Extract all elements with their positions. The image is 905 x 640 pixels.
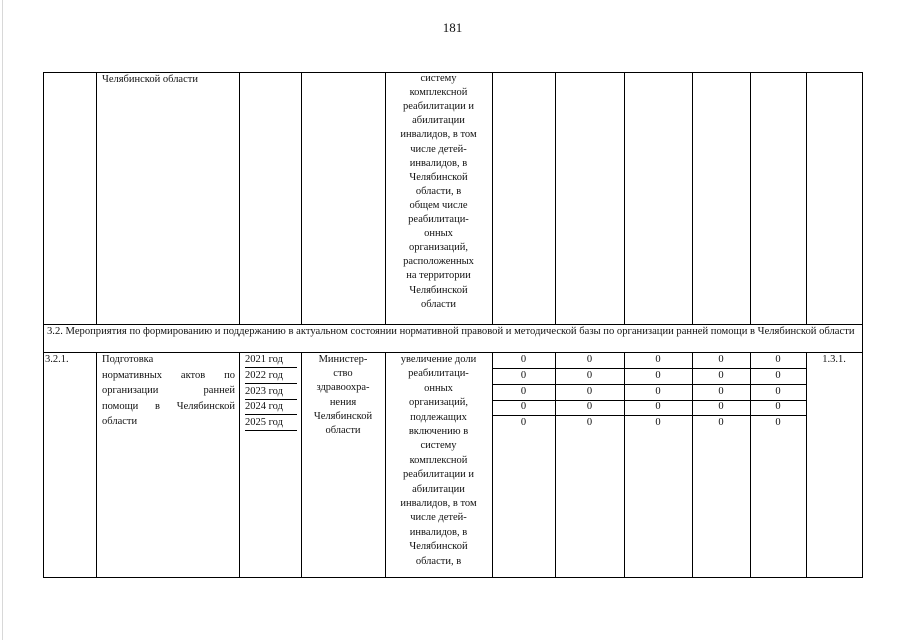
table-right-border: [862, 72, 863, 578]
column-divider: [555, 352, 556, 577]
value-cell: 0: [586, 401, 593, 413]
year-label: 2025 год: [245, 417, 283, 429]
value-cell: 0: [718, 354, 724, 365]
year-label: 2024 год: [245, 401, 283, 413]
result-line: инвалидов, в: [409, 526, 468, 538]
value-cell: 0: [520, 417, 527, 429]
scan-edge: [2, 0, 3, 640]
result-line: области, в: [415, 555, 462, 567]
column-divider: [239, 72, 240, 324]
result-line: реабилитации и: [403, 469, 474, 481]
year-underline: [245, 430, 297, 431]
result-line: комплексной: [409, 454, 468, 466]
column-divider: [555, 72, 556, 324]
year-label: 2022 год: [245, 369, 283, 381]
value-cell: 0: [655, 417, 661, 429]
value-cell: 0: [586, 354, 593, 365]
column-divider: [624, 72, 625, 324]
year-underline: [245, 383, 297, 384]
continued-result-line: общем числе: [409, 199, 468, 211]
row-name-line: организации ранней: [102, 385, 235, 396]
value-cell: 0: [520, 401, 527, 413]
value-cell: 0: [655, 401, 661, 413]
value-cell: 0: [775, 369, 781, 381]
row-name-line: Подготовка: [102, 354, 154, 365]
result-line: абилитации: [412, 483, 465, 495]
column-divider: [692, 352, 693, 577]
value-cell: 0: [586, 385, 593, 397]
continued-result-line: числе детей-: [410, 143, 467, 155]
value-cell: 0: [655, 354, 661, 365]
continued-result-line: Челябинской: [409, 171, 468, 183]
value-cell: 0: [718, 417, 724, 429]
year-underline: [245, 367, 297, 368]
column-divider: [492, 352, 493, 577]
value-cell: 0: [718, 401, 724, 413]
column-divider: [301, 72, 302, 324]
continued-result-line: реабилитации и: [403, 101, 474, 113]
result-line: систему: [420, 440, 457, 452]
column-divider: [301, 352, 302, 577]
row-name-line: области: [102, 416, 138, 427]
row-name-line: помощи в Челябинской: [102, 400, 235, 412]
column-divider: [385, 72, 386, 324]
year-label: 2023 год: [245, 385, 283, 397]
column-divider: [492, 72, 493, 324]
value-cell: 0: [520, 354, 527, 365]
year-label: 2021 год: [245, 354, 283, 365]
result-line: увеличение доли: [400, 354, 477, 365]
continued-name-cell: Челябинской области: [102, 74, 198, 85]
column-divider: [750, 72, 751, 324]
executor-line: ство: [333, 368, 353, 380]
continued-result-line: абилитации: [412, 115, 465, 127]
executor-line: здравоохра-: [316, 382, 370, 394]
result-line: Челябинской: [409, 541, 468, 553]
result-line: организаций,: [409, 397, 468, 409]
executor-line: Министер-: [318, 354, 368, 365]
value-cell: 0: [775, 417, 781, 429]
value-cell: 0: [520, 385, 527, 397]
result-line: подлежащих: [410, 411, 467, 423]
continued-result-line: комплексной: [409, 87, 468, 99]
continued-result-line: области, в: [415, 185, 462, 197]
result-line: реабилитаци-: [408, 368, 469, 380]
continued-result-line: на территории: [406, 270, 471, 282]
row-number: 3.2.1.: [45, 354, 69, 365]
section-bottom-border: [43, 352, 863, 353]
continued-result-line: инвалидов, в: [409, 157, 468, 169]
column-divider: [96, 352, 97, 577]
page-number: 181: [442, 20, 463, 35]
column-divider: [96, 72, 97, 324]
column-divider: [806, 72, 807, 324]
column-divider: [806, 352, 807, 577]
column-divider: [692, 72, 693, 324]
continued-result-line: реабилитаци-: [408, 214, 469, 225]
result-line: онных: [424, 382, 453, 394]
executor-line: нения: [329, 396, 357, 408]
continued-result-line: организаций,: [409, 242, 468, 254]
value-cell: 0: [775, 354, 781, 365]
row-name-line: нормативных актов по: [102, 369, 235, 381]
continued-result-line: инвалидов, в том: [400, 129, 477, 141]
continued-result-line: онных: [424, 228, 453, 240]
continued-result-line: Челябинской: [409, 284, 468, 296]
value-cell: 0: [586, 417, 593, 429]
section-title: 3.2. Мероприятия по формированию и поддержанию в актуальном состоянии нормативной правовой и методической базы по организации ранней помощи в Челябинской области: [47, 326, 855, 337]
value-cell: 0: [718, 385, 724, 397]
value-cell: 0: [586, 369, 593, 381]
executor-line: области: [325, 425, 361, 436]
table-left-border: [43, 72, 44, 578]
year-underline: [245, 414, 297, 415]
column-divider: [239, 352, 240, 577]
column-divider: [624, 352, 625, 577]
result-line: числе детей-: [410, 512, 467, 524]
table-bottom-border: [43, 577, 863, 578]
executor-line: Челябинской: [313, 410, 373, 422]
column-divider: [750, 352, 751, 577]
value-cell: 0: [718, 369, 724, 381]
result-line: включению в: [408, 426, 469, 437]
column-divider: [385, 352, 386, 577]
row-link: 1.3.1.: [822, 354, 846, 365]
value-cell: 0: [655, 369, 661, 381]
value-cell: 0: [775, 385, 781, 397]
result-line: инвалидов, в том: [400, 498, 477, 509]
continued-result-line: области: [420, 298, 457, 310]
year-underline: [245, 399, 297, 400]
value-cell: 0: [520, 369, 527, 381]
value-cell: 0: [655, 385, 661, 397]
value-cell: 0: [775, 401, 781, 413]
continued-result-line: систему: [420, 73, 457, 84]
continued-result-line: расположенных: [403, 256, 474, 268]
